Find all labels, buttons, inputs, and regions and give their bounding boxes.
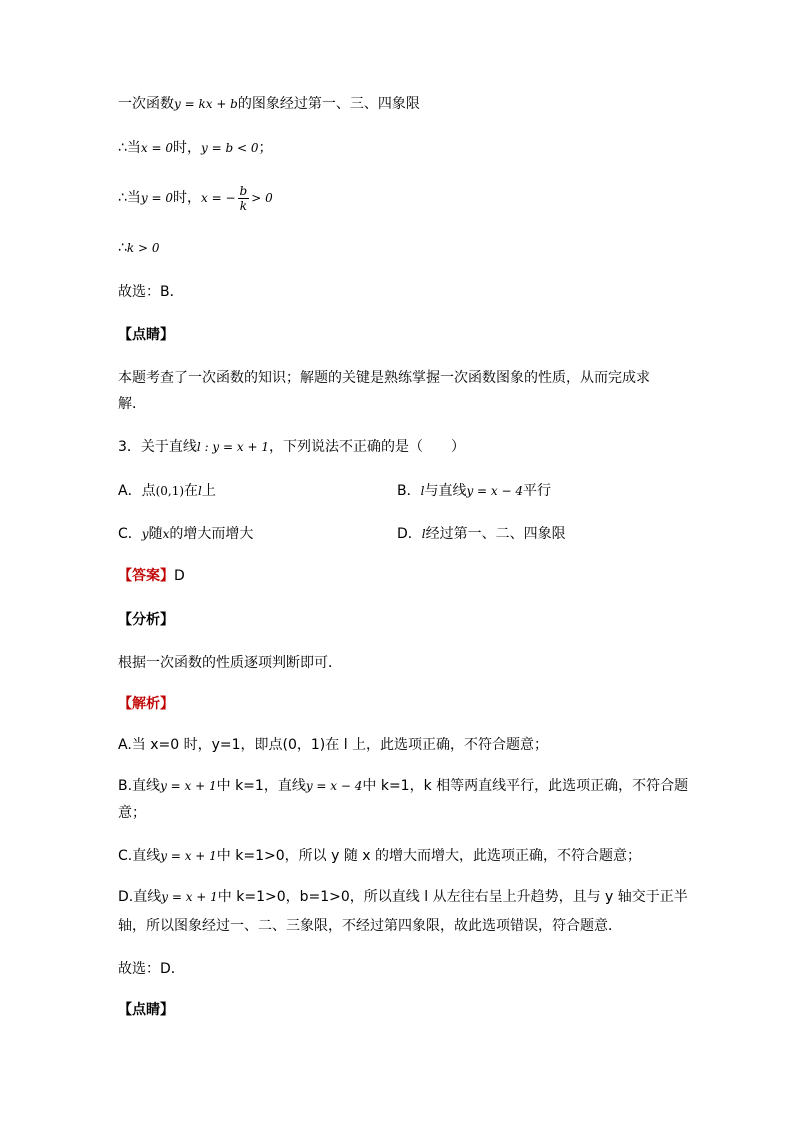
text: D． — [397, 526, 422, 542]
text-line — [118, 138, 272, 158]
math: l — [420, 484, 425, 498]
math: > 0 — [251, 191, 273, 205]
fraction-denominator: k — [239, 198, 248, 213]
option-b — [397, 481, 551, 501]
text: ； — [258, 140, 273, 156]
text-line: 意； — [118, 805, 146, 821]
text: 时， — [173, 140, 202, 156]
math: x — [162, 527, 170, 541]
text: ，下列说法不正确的是（ ） — [268, 439, 465, 455]
section-heading: 【点睛】 — [118, 327, 174, 343]
text: 一次函数 — [118, 96, 174, 112]
text-line — [118, 776, 688, 796]
text: 经过第一、二、四象限 — [425, 526, 566, 542]
math: y = b < 0 — [201, 141, 259, 155]
question-stem — [118, 437, 465, 457]
option-a — [118, 481, 216, 501]
text-line: 故选：B． — [118, 284, 184, 300]
math: y = x − 4 — [305, 779, 363, 793]
math: y — [141, 527, 149, 541]
math: y = x + 1 — [160, 779, 217, 793]
text: 中 k=1>0，b=1>0，所以直线 l 从左往右呈上升趋势，且与 y 轴交于正半 — [217, 889, 688, 905]
math: l : y = x + 1 — [196, 440, 269, 454]
section-heading: 【解析】 — [118, 696, 174, 712]
math: x = − — [201, 191, 236, 205]
text-line: 本题考查了一次函数的知识；解题的关键是熟练掌握一次函数图象的性质，从而完成求 — [118, 370, 650, 386]
text: 的增大而增大 — [169, 526, 254, 542]
section-heading: 【点睛】 — [118, 1002, 174, 1018]
text-line: 根据一次函数的性质逐项判断即可． — [118, 655, 342, 671]
text: 中 k=1，直线 — [216, 778, 306, 794]
text-line — [118, 238, 160, 258]
text-line — [118, 887, 688, 907]
math: k > 0 — [126, 241, 160, 255]
text: 与直线 — [424, 483, 467, 499]
answer-line — [118, 566, 185, 586]
text: C． — [118, 526, 142, 542]
math: (0,1) — [155, 484, 185, 498]
fraction-numerator: b — [239, 183, 248, 198]
answer-label: 【答案】 — [118, 568, 174, 584]
text: A．点 — [118, 483, 156, 499]
option-d — [397, 524, 566, 544]
text-line: 轴，所以图象经过一、二、三象限，不经过第四象限，故此选项错误，符合题意． — [118, 918, 622, 934]
text: B． — [397, 483, 421, 499]
text: D.直线 — [118, 889, 162, 905]
text-line: 故选：D． — [118, 961, 185, 977]
text: 上 — [201, 483, 216, 499]
text-line — [118, 846, 641, 866]
text: 3．关于直线 — [118, 439, 197, 455]
text: B.直线 — [118, 778, 161, 794]
text: 中 k=1>0，所以 y 随 x 的增大而增大，此选项正确，不符合题意； — [216, 848, 641, 864]
text: ∴当 — [118, 140, 141, 156]
text: 在 — [184, 483, 199, 499]
text: ∴ — [118, 240, 127, 256]
math: y = kx + b — [174, 97, 238, 111]
math: x = 0 — [140, 141, 174, 155]
fraction — [238, 184, 250, 213]
text: 随 — [148, 526, 163, 542]
text: 的图象经过第一、三、四象限 — [237, 96, 420, 112]
section-heading: 【分析】 — [118, 612, 174, 628]
math: l — [421, 527, 426, 541]
option-c — [118, 524, 253, 544]
math: l — [198, 484, 202, 498]
text: C.直线 — [118, 848, 161, 864]
math: y = x + 1 — [161, 890, 218, 904]
math: y = 0 — [140, 191, 174, 205]
answer-value: D — [174, 568, 185, 584]
text-line: 解． — [118, 396, 146, 412]
text-line — [118, 180, 273, 216]
text: 中 k=1，k 相等两直线平行，此选项正确，不符合题 — [362, 778, 689, 794]
math: y = x − 4 — [466, 484, 524, 498]
math: y = x + 1 — [160, 849, 217, 863]
text: ∴当 — [118, 190, 141, 206]
text-line: A.当 x=0 时，y=1，即点(0，1)在 l 上，此选项正确，不符合题意； — [118, 737, 549, 753]
text: 平行 — [523, 483, 552, 499]
text: 时， — [173, 190, 202, 206]
text-line — [118, 94, 420, 114]
